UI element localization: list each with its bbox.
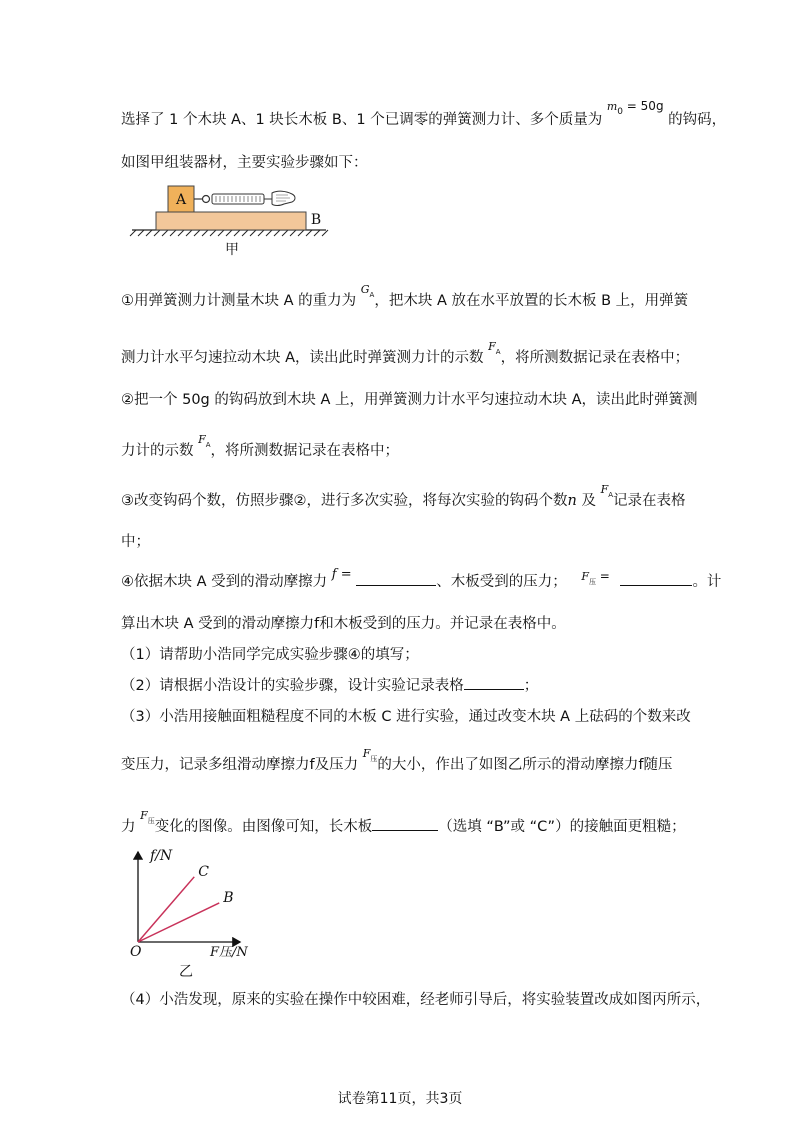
y-axis-label: f/N — [150, 848, 173, 864]
rougher-board-blank[interactable] — [372, 816, 438, 831]
figure-jia — [126, 182, 336, 264]
x-axis-label: F压/N — [210, 945, 248, 960]
page-footer: 试卷第11页，共3页 — [337, 1091, 463, 1107]
question-3-line-2: 变压力，记录多组滑动摩擦力f及压力 $F_压$的大小，作出了如图乙所示的滑动摩擦力f随压 — [121, 747, 673, 773]
step-2-line-2: 力计的示数 $F_A$，将所测数据记录在表格中； — [121, 433, 400, 459]
friction-answer-blank[interactable] — [356, 571, 436, 586]
board-b — [156, 212, 306, 230]
block-a-label: A — [175, 192, 187, 208]
step-3-line-1: ③改变钩码个数，仿照步骤②，进行多次实验，将每次实验的钩码个数n 及 $F_A$记录在表格 — [121, 483, 686, 509]
series-label-c: C — [198, 863, 209, 880]
origin-label: O — [130, 944, 142, 960]
table-answer-blank[interactable] — [464, 675, 524, 690]
intro-line-1: 选择了 1 个木块 A、1 块长木板 B、1 个已调零的弹簧测力计、多个质量为 $m_0 = 50g$ 的钩码， — [121, 99, 727, 128]
step-3-line-2: 中； — [121, 534, 150, 550]
pressure-answer-blank[interactable] — [620, 571, 692, 586]
step-1-line-2: 测力计水平匀速拉动木块 A，读出此时弹簧测力计的示数 $F_A$，将所测数据记录在表格中； — [121, 340, 690, 366]
board-b-label: B — [310, 212, 322, 228]
question-3-line-3: 力 $F_压$变化的图像。由图像可知，长木板 （选填 “B”或 “C”）的接触面更粗糙； — [121, 809, 686, 835]
chart-caption: 乙 — [179, 964, 193, 980]
series-line-c — [138, 877, 194, 942]
question-3-line-1: （3）小浩用接触面粗糙程度不同的木板 C 进行实验，通过改变木块 A 上砝码的个数来改 — [121, 709, 691, 725]
step-4-line-2: 算出木块 A 受到的滑动摩擦力f和木板受到的压力。并记录在表格中。 — [121, 616, 566, 632]
question-1: （1）请帮助小浩同学完成实验步骤④的填写； — [121, 647, 419, 663]
figure-jia-caption: 甲 — [225, 242, 239, 258]
step-1-line-1: ①用弹簧测力计测量木块 A 的重力为 $G_A$，把木块 A 放在水平放置的长木板 B 上，用弹簧 — [121, 283, 689, 309]
series-label-b: B — [223, 889, 234, 906]
hand-icon — [264, 191, 295, 205]
question-2: （2）请根据小浩设计的实验步骤，设计实验记录表格 ； — [121, 674, 538, 695]
mass-formula: $m_0 = 50g$ — [606, 99, 664, 117]
step-4-line-1: ④依据木块 A 受到的滑动摩擦力 f = 、木板受到的压力； $F_压$ = 。计 — [121, 567, 722, 590]
figure-yi-chart — [126, 846, 256, 980]
step-2-line-1: ②把一个 50g 的钩码放到木块 A 上，用弹簧测力计水平匀速拉动木块 A，读出此时弹簧测 — [121, 392, 698, 408]
question-4: （4）小浩发现，原来的实验在操作中较困难，经老师引导后，将实验装置改成如图丙所示， — [121, 992, 711, 1008]
series-line-b — [138, 903, 219, 942]
intro-line-2: 如图甲组装器材，主要实验步骤如下： — [121, 155, 368, 171]
